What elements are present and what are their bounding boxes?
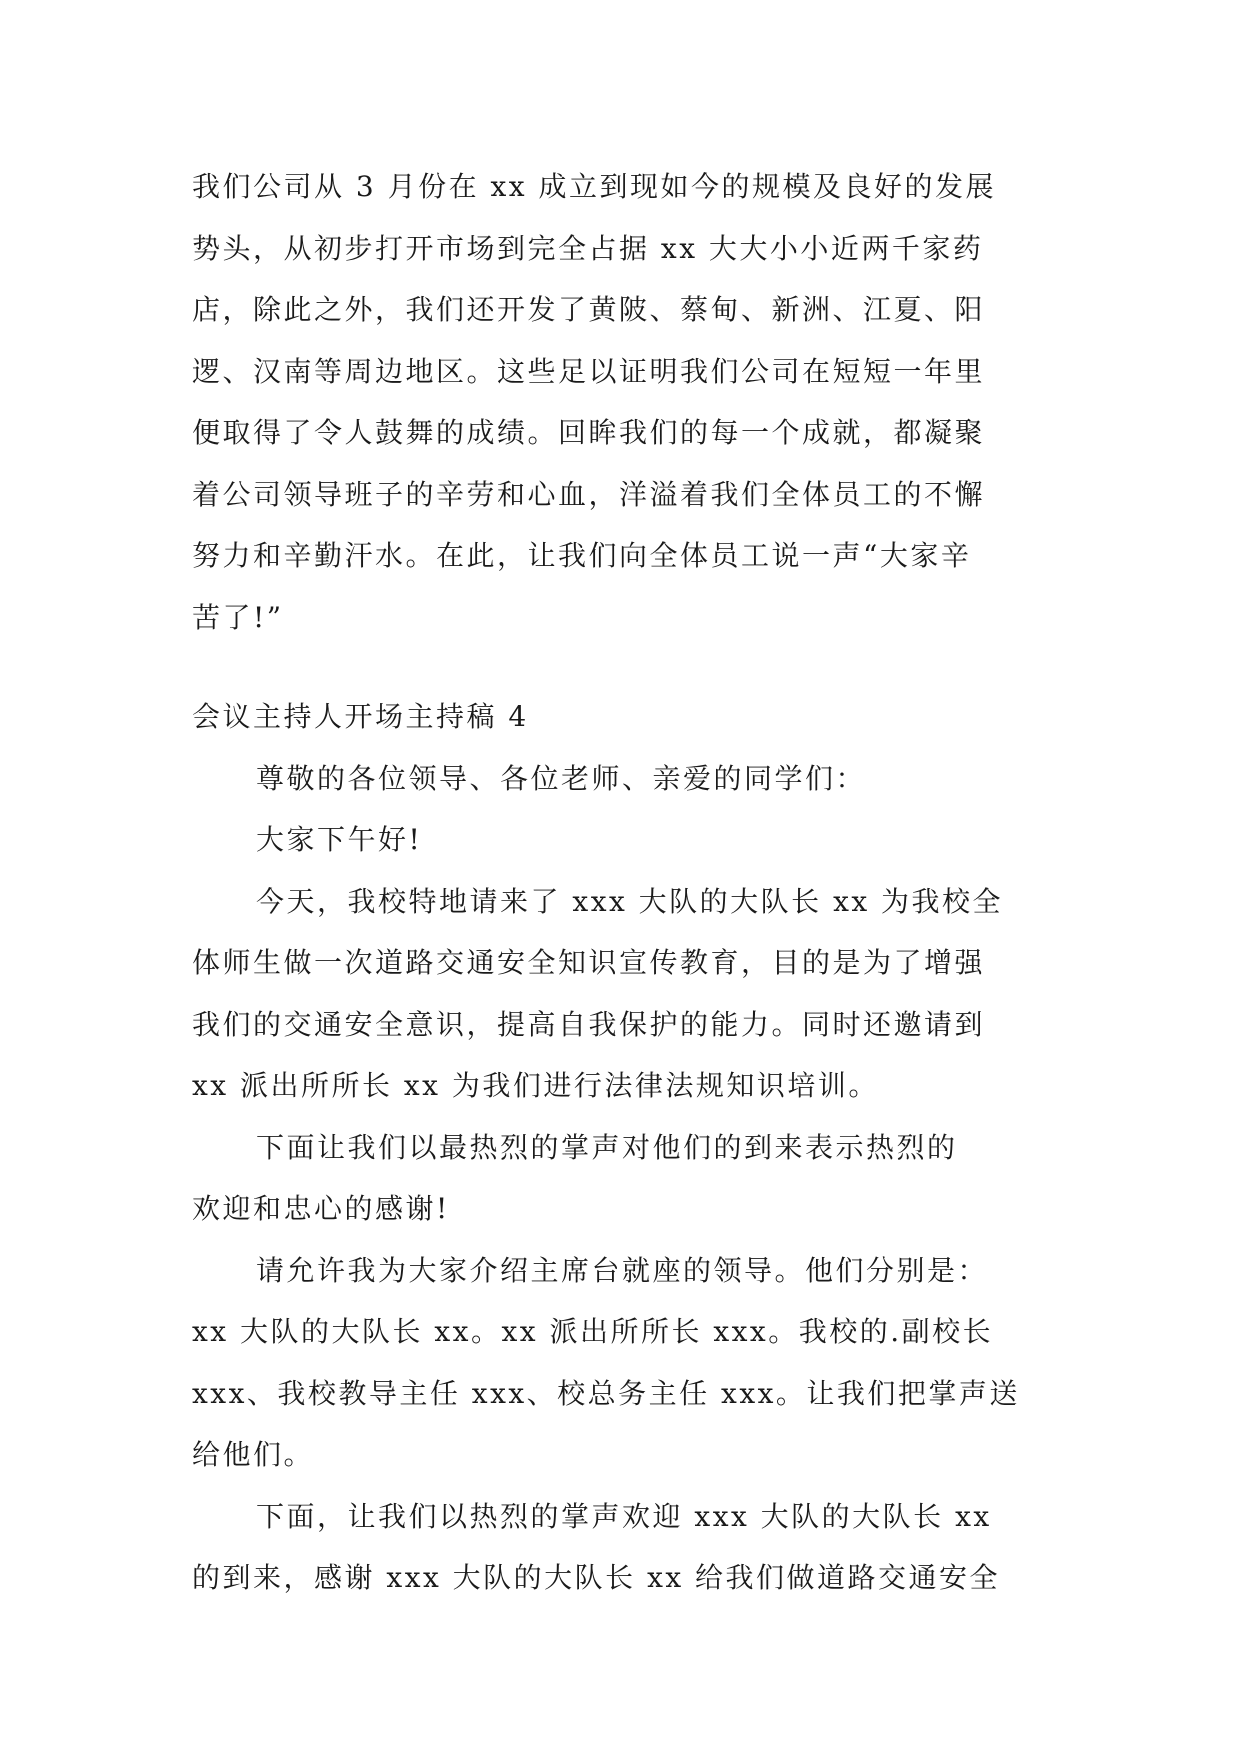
text-line: 给他们。 [192, 1438, 315, 1471]
text-line: 的到来，感谢 xxx 大队的大队长 xx 给我们做道路交通安全 [192, 1561, 1001, 1594]
text-line: 我们的交通安全意识，提高自我保护的能力。同时还邀请到 [192, 1007, 986, 1041]
text-line: 体师生做一次道路交通安全知识宣传教育，目的是为了增强 [192, 946, 986, 979]
text-line: 逻、汉南等周边地区。这些足以证明我们公司在短短一年里 [192, 354, 986, 388]
text-line: 今天，我校特地请来了 xxx 大队的大队长 xx 为我校全 [256, 884, 1004, 918]
text-line: 便取得了令人鼓舞的成绩。回眸我们的每一个成就，都凝聚 [192, 416, 986, 449]
text-line: 下面，让我们以热烈的掌声欢迎 xxx 大队的大队长 xx [256, 1499, 992, 1533]
hosting-script-section [192, 686, 1050, 1609]
section-heading: 会议主持人开场主持稿 4 [192, 700, 529, 733]
text-line: xxx、我校教导主任 xxx、校总务主任 xxx。让我们把掌声送 [192, 1376, 1020, 1410]
text-line: 苦了!” [192, 600, 284, 634]
text-line: 店，除此之外，我们还开发了黄陂、蔡甸、新洲、江夏、阳 [192, 293, 986, 326]
paragraph-introductions [192, 1240, 1050, 1486]
paragraph-applause [192, 1117, 1050, 1240]
text-line: 势头，从初步打开市场到完全占据 xx 大大小小近两千家药 [192, 231, 984, 265]
salutation: 尊敬的各位领导、各位老师、亲爱的同学们： [256, 761, 867, 795]
text-line: 请允许我为大家介绍主席台就座的领导。他们分别是： [256, 1253, 989, 1287]
text-line: 欢迎和忠心的感谢! [192, 1192, 450, 1225]
text-line: 着公司领导班子的辛劳和心血，洋溢着我们全体员工的不懈 [192, 477, 986, 511]
text-line: 努力和辛勤汗水。在此，让我们向全体员工说一声“大家辛 [192, 539, 972, 572]
paragraph-invitation [192, 871, 1050, 1117]
text-line: 我们公司从 3 月份在 xx 成立到现如今的规模及良好的发展 [192, 170, 997, 203]
paragraph-welcome [192, 1486, 1050, 1609]
greeting: 大家下午好! [256, 823, 423, 856]
text-line: xx 派出所所长 xx 为我们进行法律法规知识培训。 [192, 1069, 879, 1102]
text-line: xx 大队的大队长 xx。xx 派出所所长 xxx。我校的.副校长 [192, 1315, 994, 1348]
intro-paragraph [192, 156, 1050, 648]
text-line: 下面让我们以最热烈的掌声对他们的到来表示热烈的 [256, 1130, 958, 1164]
